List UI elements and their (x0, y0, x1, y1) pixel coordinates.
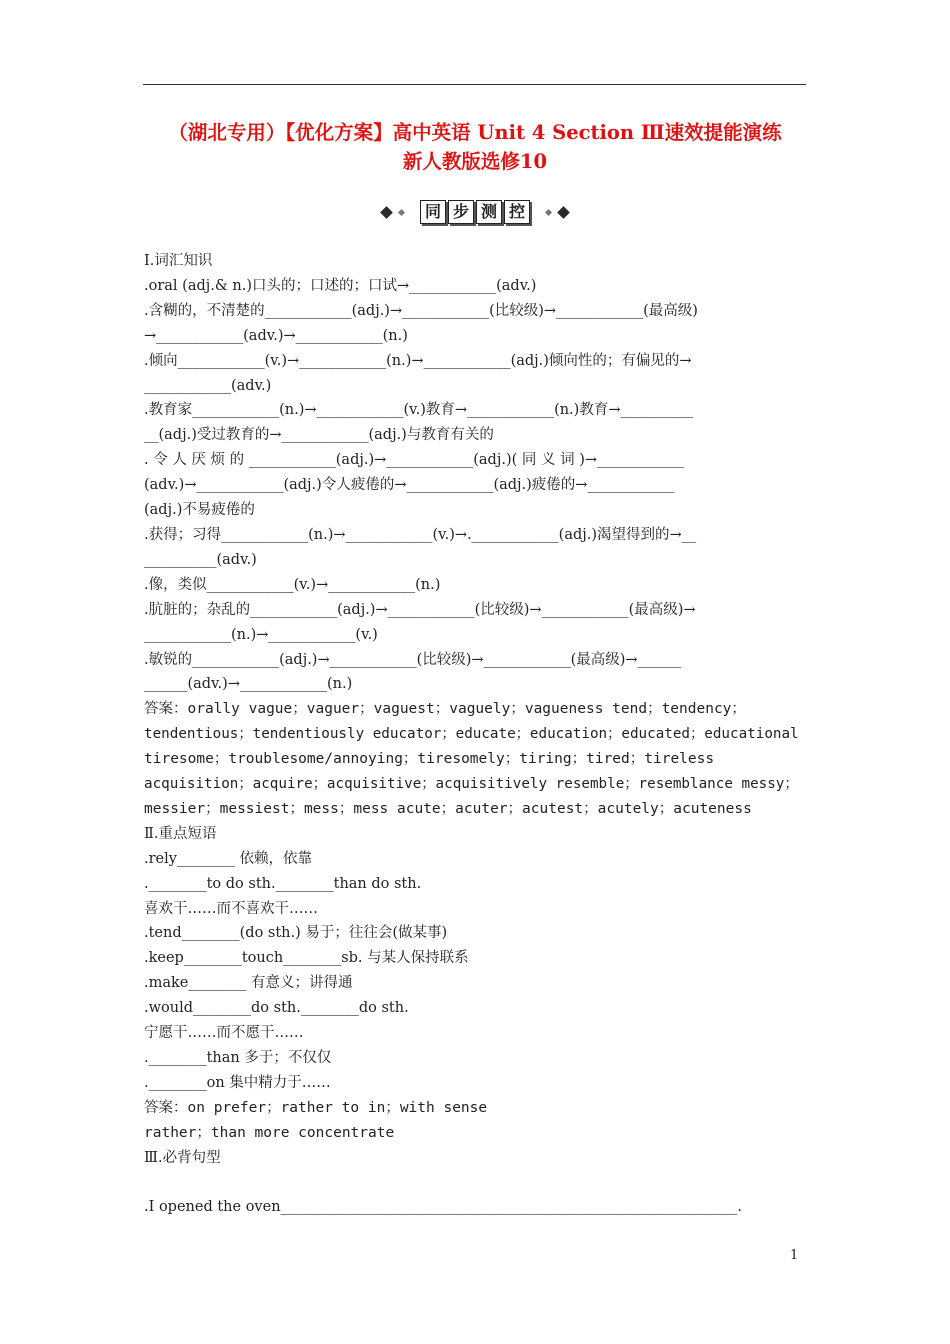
banner-char: 同 (420, 200, 446, 224)
section-heading: Ⅱ.重点短语 (144, 825, 217, 842)
banner-text (419, 200, 531, 224)
exercise-line: .肮脏的；杂乱的____________(adj.)→____________(比较级)→____________(最高级)→ (144, 601, 696, 618)
exercise-line: __________(adv.) (144, 551, 257, 568)
exercise-line: .敏锐的____________(adj.)→____________(比较级)→____________(最高级)→______ (144, 651, 682, 668)
answer-line: tiresome；troublesome/annoying；tiresomely；tiring；tired；tireless (144, 751, 715, 768)
exercise-line: . 令 人 厌 烦 的 ____________(adj.)→____________(adj.)( 同 义 词 )→____________ (144, 452, 685, 469)
phrase-line: .________than 多于；不仅仅 (144, 1050, 332, 1066)
exercise-line: .oral (adj.& n.)口头的；口述的；口试→____________(adv.) (144, 277, 537, 294)
header-rule (143, 84, 806, 85)
exercise-line: .倾向____________(v.)→____________(n.)→____________(adj.)倾向性的；有偏见的→ (144, 352, 692, 369)
banner-char: 步 (448, 200, 474, 224)
exercise-line: .获得；习得____________(n.)→____________(v.)→.____________(adj.)渴望得到的→__ (144, 526, 697, 543)
diamond-icon (545, 208, 552, 215)
phrase-line: .keep________touch________sb. 与某人保持联系 (144, 950, 469, 967)
exercise-body (144, 249, 808, 1220)
diamond-icon (398, 208, 405, 215)
phrase-line: .________to do sth.________than do sth. (144, 875, 422, 892)
answer-line: 答案：orally vague；vaguer；vaguest；vaguely；vagueness tend；tendency； (144, 701, 746, 718)
phrase-line: 喜欢干……而不喜欢干…… (144, 900, 318, 917)
page-number: 1 (790, 1248, 799, 1263)
answer-line: messier；messiest；mess；mess acute；acuter；acutest；acutely；acuteness (144, 800, 752, 817)
exercise-line: (adv.)→____________(adj.)令人疲倦的→____________(adj.)疲倦的→____________ (144, 477, 675, 494)
exercise-line: →____________(adv.)→____________(n.) (144, 327, 408, 344)
exercise-line: ____________(adv.) (144, 377, 272, 394)
phrase-line: 宁愿干……而不愿干…… (144, 1025, 304, 1042)
phrase-line: .rely________ 依赖，依靠 (144, 850, 313, 867)
title-line-1: （湖北专用）【优化方案】高中英语 Unit 4 Section Ⅲ速效提能演练 (168, 121, 782, 144)
blank-line (144, 1171, 808, 1196)
answer-line: 答案：on prefer；rather to in；with sense (144, 1099, 488, 1116)
title-line-2: 新人教版选修10 (402, 150, 548, 173)
banner-char: 控 (504, 200, 530, 224)
answer-line: rather；than more concentrate (144, 1124, 395, 1141)
section-heading: Ⅲ.必背句型 (144, 1149, 221, 1166)
exercise-line: (adj.)不易疲倦的 (144, 502, 255, 519)
section-banner (0, 200, 950, 224)
exercise-line: __(adj.)受过教育的→____________(adj.)与教育有关的 (144, 427, 494, 444)
sentence-line: .I opened the oven_______________________________________________________________. (144, 1199, 742, 1216)
phrase-line: .make________ 有意义；讲得通 (144, 975, 353, 992)
phrase-line: .________on 集中精力于…… (144, 1074, 331, 1091)
exercise-line: ______(adv.)→____________(n.) (144, 676, 353, 693)
banner-char: 测 (476, 200, 502, 224)
answer-line: tendentious；tendentiously educator；educate；education；educated；educational (144, 726, 799, 743)
exercise-line: .含糊的，不清楚的____________(adj.)→____________(比较级)→____________(最高级) (144, 302, 698, 319)
document-title (120, 118, 830, 176)
phrase-line: .tend________(do sth.) 易于；往往会(做某事) (144, 925, 448, 942)
section-heading: Ⅰ.词汇知识 (144, 253, 213, 269)
diamond-icon (380, 206, 393, 219)
exercise-line: .像，类似____________(v.)→____________(n.) (144, 576, 441, 593)
diamond-icon (557, 206, 570, 219)
answer-line: acquisition；acquire；acquisitive；acquisitively resemble；resemblance messy； (144, 776, 799, 793)
exercise-line: ____________(n.)→____________(v.) (144, 626, 378, 643)
exercise-line: .教育家____________(n.)→____________(v.)教育→____________(n.)教育→__________ (144, 402, 693, 419)
phrase-line: .would________do sth.________do sth. (144, 1000, 409, 1017)
